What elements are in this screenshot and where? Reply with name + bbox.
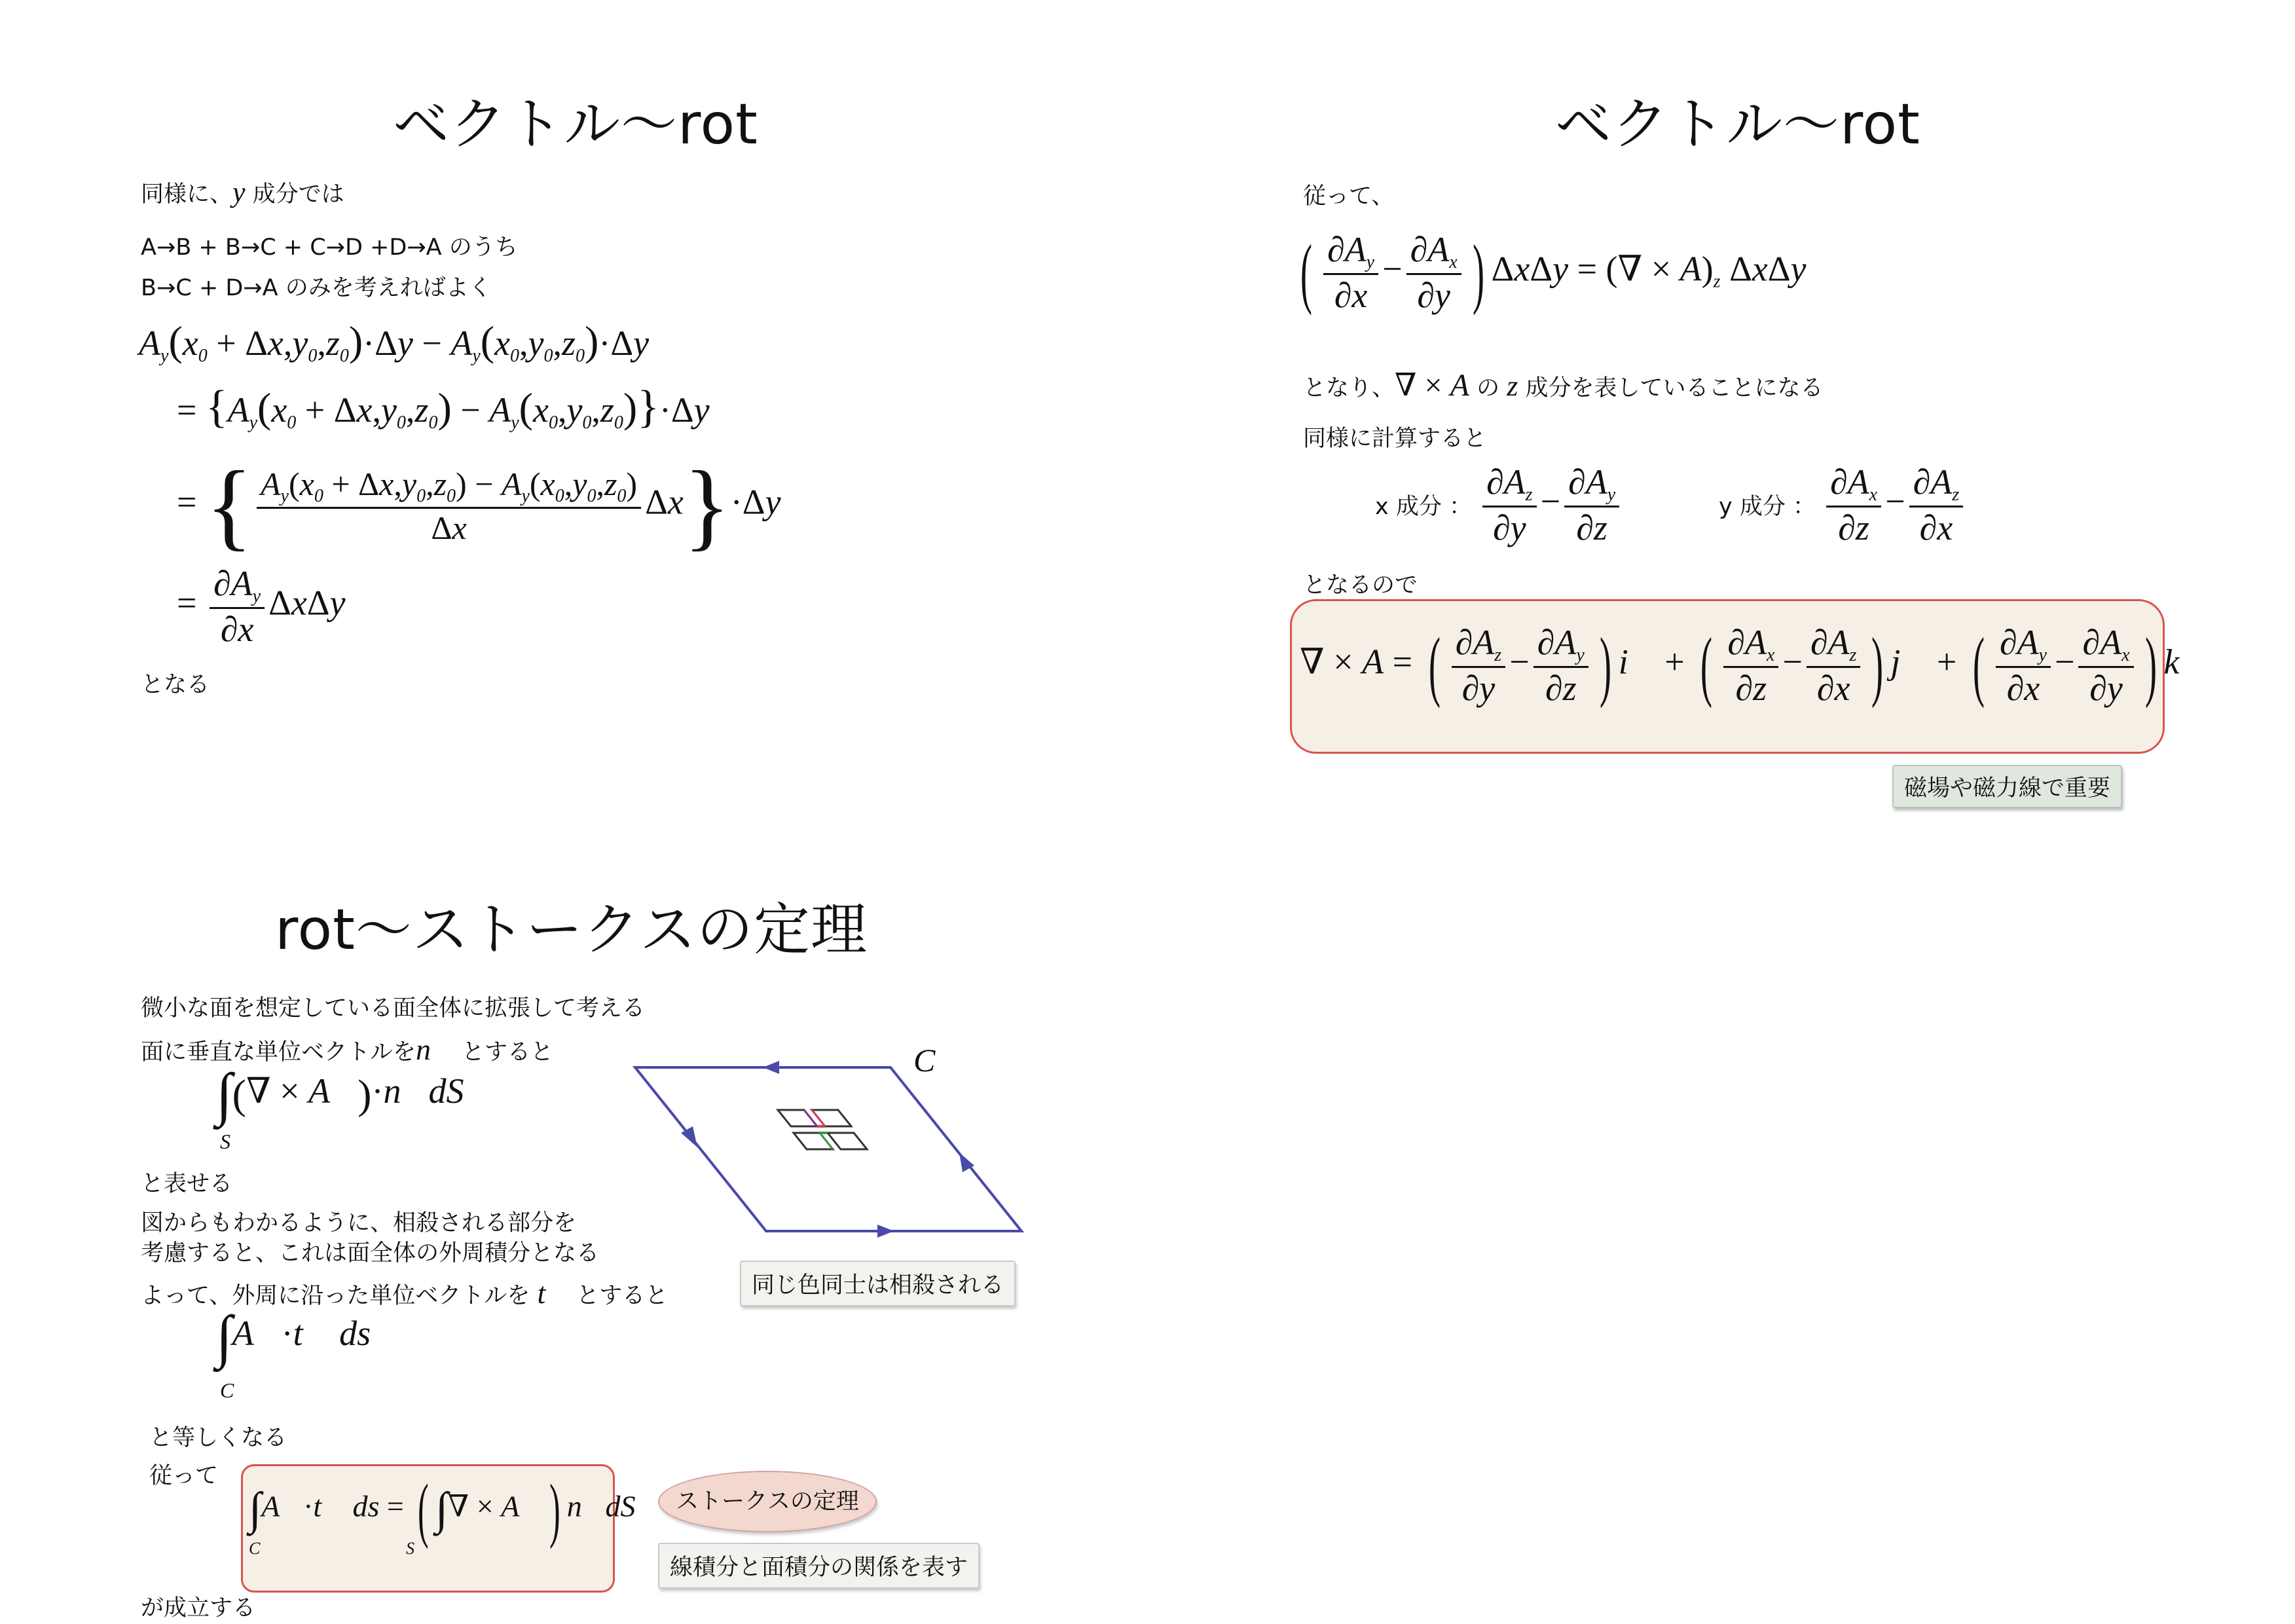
equation-line-2: = $\{A_y(x_0 + \Delta x,y_0,z_0) - A_y(x_0,y_0,z_0)\}\cdot\Delta y$: [177, 382, 710, 433]
slide-3-line-3: と表せる: [141, 1171, 233, 1197]
slide-1-title: ベクトル～rot: [393, 92, 758, 157]
curl-z-equation: ( $\frac{\partial A_y}{\partial x}$ − $\frac{\partial A_x}{\partial y}$ ) ΔxΔy = (∇ × $A)_z$ ΔxΔy: [1300, 229, 1807, 316]
stokes-sub-c: C: [249, 1539, 261, 1558]
surface-subscript: S: [220, 1130, 230, 1153]
arrow-bottom: [877, 1225, 894, 1238]
slide-1-line-3: B→C + D→A のみを考えればよく: [141, 275, 492, 301]
equation-line-4: = $\frac{\partial A_y}{\partial x}$ ΔxΔy: [177, 564, 346, 649]
stokes-diagram: [629, 1041, 1035, 1244]
diagram-label-c: C: [913, 1042, 936, 1079]
slide-1-line-2: A→B + B→C + C→D +D→A のうち: [141, 234, 518, 261]
slide-2-line-3: 同様に計算すると: [1303, 426, 1487, 452]
x-component: x 成分 ： $\frac{\partial A_z}{\partial y}$ − $\frac{\partial A_y}{\partial z}$: [1375, 462, 1623, 548]
slide-1-conclusion: となる: [141, 672, 210, 698]
cancel-edge-pink: [812, 1110, 825, 1126]
slide-3-line-1: 微小な面を想定している面全体に拡張して考える: [141, 995, 646, 1022]
slide-3-line-9: が成立する: [141, 1595, 256, 1621]
cell-bottom-right: [828, 1133, 867, 1149]
slide-3-line-7: と等しくなる: [149, 1425, 287, 1451]
line-integral: ∫A⃗·t⃗ ds: [216, 1304, 371, 1369]
slide-3-line-2: 面に垂直な単位ベクトルをn⃗ とすると: [141, 1033, 553, 1066]
tag-stokes: ストークスの定理: [658, 1471, 877, 1532]
tag-cancel: 同じ色同士は相殺される: [740, 1261, 1016, 1306]
tag-relation: 線積分と面積分の関係を表す: [658, 1543, 980, 1589]
equation-line-3: = { $\frac{A_y(x_0 + \Delta x,y_0,z_0) - A_y(x_0,y_0,z_0)}{\Delta x}$ Δx}·Δy: [177, 451, 781, 560]
slide-2-line-1: 従って、: [1303, 183, 1395, 210]
slide-3-line-5: 考慮すると、これは面全体の外周積分となる: [141, 1240, 600, 1266]
slide-2-line-2: となり、∇ × A の z 成分を表していることになる: [1303, 368, 1824, 403]
slide-3-line-8: 従って: [149, 1463, 219, 1489]
surface-integral: ∫(∇ × A⃗)·n⃗dS: [216, 1062, 464, 1127]
slide-3-line-4: 図からもわかるように、相殺される部分を: [141, 1210, 577, 1236]
equation-line-1: $A_y(x_0 + \Delta x,y_0,z_0)\cdot\Delta y - A_y(x_0,y_0,z_0)\cdot\Delta y$: [139, 318, 650, 366]
arrow-top: [763, 1061, 779, 1074]
y-component: y 成分 ： $\frac{\partial A_x}{\partial z}$ − $\frac{\partial A_z}{\partial x}$: [1719, 462, 1967, 548]
cancel-edge-purple: [804, 1110, 817, 1126]
stokes-sub-s: S: [406, 1539, 414, 1558]
tag-magnetic: 磁場や磁力線で重要: [1892, 765, 2122, 808]
line-subscript: C: [220, 1378, 234, 1402]
stokes-formula: ∫A⃗·t⃗ ds = ( ∫∇ × A⃗) n⃗dS: [249, 1469, 636, 1549]
slide-1-line-1: 同様に、y 成分では: [141, 176, 344, 208]
slide-3-title: rot～ストークスの定理: [275, 897, 868, 963]
cancel-edge-green2: [820, 1133, 833, 1149]
slide-3-line-6: よって、外周に沿った単位ベクトルを t⃗ とすると: [141, 1276, 669, 1310]
curl-formula: ∇ × A = ( $\frac{\partial A_z}{\partial y}$ − $\frac{\partial A_y}{\partial z}$ ) i⃗ + ( $\frac{\partial A_x}{\partial z}$ − $\frac{\partial A_z}{\partial x}$ ) j⃗ + ( $\frac{\partial A_y}{\partial x}$ − $\frac{\partial A_x}{\partial y}$ ) k⃗: [1300, 621, 2207, 709]
slide-2-title: ベクトル～rot: [1555, 92, 1920, 157]
slide-2-line-4: となるので: [1303, 572, 1418, 599]
